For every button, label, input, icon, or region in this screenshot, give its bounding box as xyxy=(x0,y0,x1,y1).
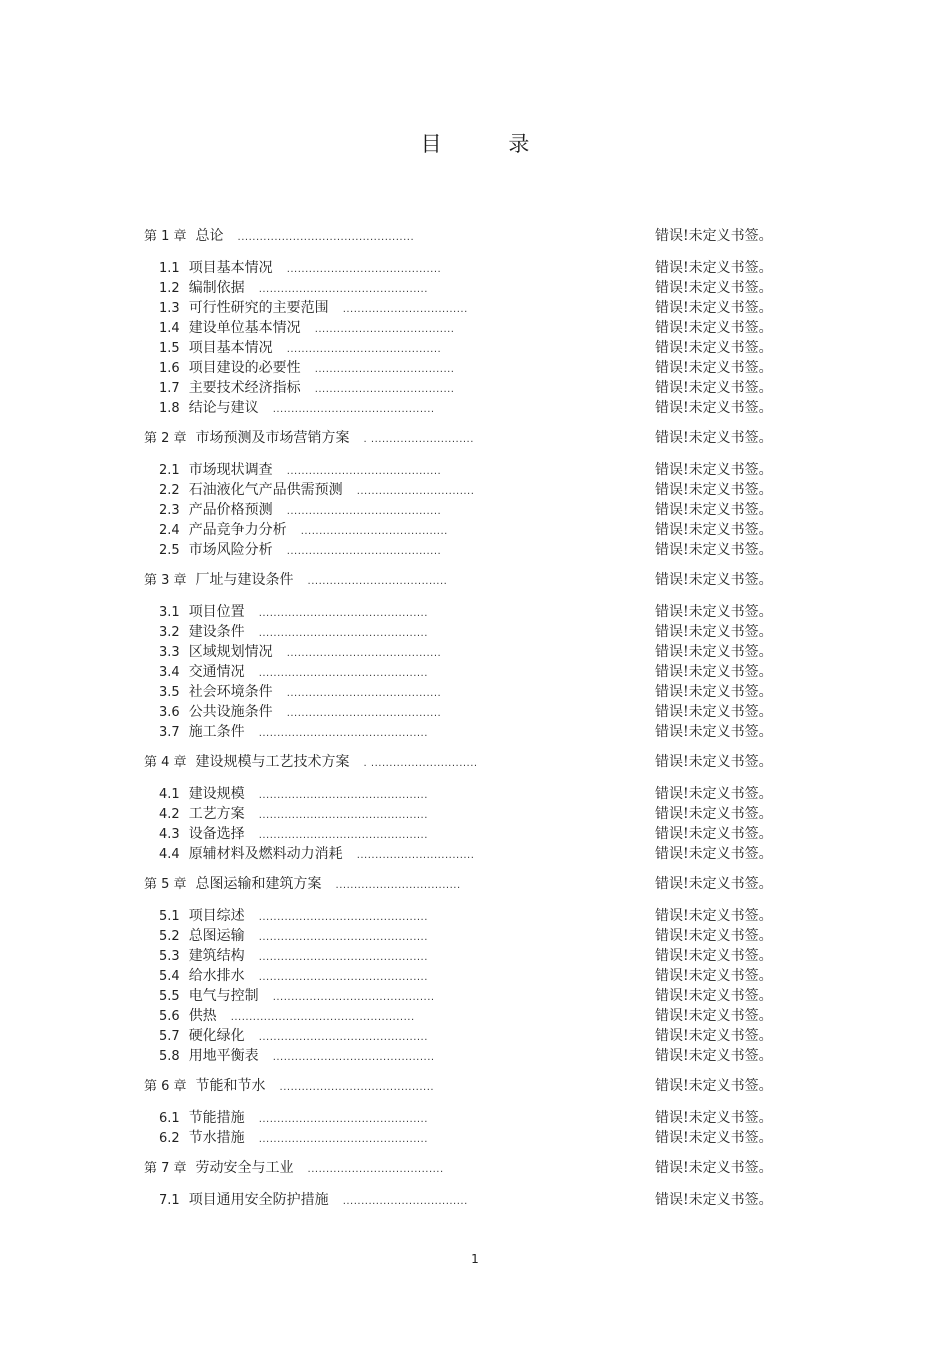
toc-entry-title xyxy=(159,1128,428,1150)
toc-section-row[interactable] xyxy=(0,540,950,560)
toc-page-reference: 错误!未定义书签。 xyxy=(655,260,773,276)
toc-section-row[interactable] xyxy=(0,844,950,864)
toc-leader-dots: .............................................. xyxy=(258,810,428,821)
toc-page-reference: 错误!未定义书签。 xyxy=(655,502,773,518)
toc-leader-dots: .................................. xyxy=(335,880,461,891)
toc-section-row[interactable] xyxy=(0,258,950,278)
toc-leader-dots: ...................................... xyxy=(307,576,448,587)
toc-entry-label: 供热 xyxy=(188,1008,217,1024)
toc-leader-dots: .............................................. xyxy=(258,952,428,963)
toc-entry-title xyxy=(159,824,428,846)
toc-page-reference: 错误!未定义书签。 xyxy=(655,1078,773,1094)
toc-page-reference: 错误!未定义书签。 xyxy=(655,300,773,316)
toc-entry-label: 硬化绿化 xyxy=(188,1028,245,1044)
toc-entry-title xyxy=(159,338,441,360)
toc-entry-label: 主要技术经济指标 xyxy=(188,380,301,396)
toc-entry-label: 项目综述 xyxy=(188,908,245,924)
toc-entry-number: 3.4 xyxy=(159,665,180,680)
toc-entry-label: 总论 xyxy=(195,228,224,244)
toc-entry-title xyxy=(144,570,447,592)
toc-section-row[interactable] xyxy=(0,824,950,844)
toc-section-row[interactable] xyxy=(0,906,950,926)
toc-section-row[interactable] xyxy=(0,662,950,682)
toc-leader-dots: .............................................. xyxy=(258,790,428,801)
toc-leader-dots: ................................ xyxy=(356,850,475,861)
toc-leader-dots: ........................................ xyxy=(300,526,448,537)
toc-entry-title xyxy=(159,318,454,340)
toc-entry-title xyxy=(159,784,428,806)
toc-section-row[interactable] xyxy=(0,946,950,966)
toc-entry-number: 2.2 xyxy=(159,483,180,498)
toc-page-reference: 错误!未定义书签。 xyxy=(655,482,773,498)
toc-section-row[interactable] xyxy=(0,1006,950,1026)
toc-leader-dots: .......................................... xyxy=(286,344,442,355)
toc-section-row[interactable] xyxy=(0,338,950,358)
toc-entry-title xyxy=(159,460,441,482)
toc-entry-label: 劳动安全与工业 xyxy=(195,1160,294,1176)
toc-page-reference: 错误!未定义书签。 xyxy=(655,876,773,892)
toc-entry-title xyxy=(159,602,428,624)
toc-entry-title xyxy=(159,662,428,684)
toc-entry-title xyxy=(159,946,428,968)
toc-page-reference: 错误!未定义书签。 xyxy=(655,988,773,1004)
toc-leader-dots: .............................................. xyxy=(258,284,428,295)
toc-page-reference: 错误!未定义书签。 xyxy=(655,522,773,538)
toc-entry-number: 5.1 xyxy=(159,909,180,924)
toc-page-reference: 错误!未定义书签。 xyxy=(655,572,773,588)
toc-entry-number: 2.4 xyxy=(159,523,180,538)
toc-entry-number: 6.1 xyxy=(159,1111,180,1126)
toc-entry-title xyxy=(159,906,428,928)
toc-section-row[interactable] xyxy=(0,460,950,480)
toc-entry-title xyxy=(159,378,454,400)
toc-page-reference: 错误!未定义书签。 xyxy=(655,1192,773,1208)
toc-page-reference: 错误!未定义书签。 xyxy=(655,1160,773,1176)
toc-leader-dots: .............................................. xyxy=(258,1134,428,1145)
toc-entry-label: 工艺方案 xyxy=(188,806,245,822)
toc-entry-title xyxy=(144,428,474,450)
toc-entry-label: 电气与控制 xyxy=(188,988,259,1004)
page-title: 目 录 xyxy=(420,132,560,156)
toc-entry-number: 1.6 xyxy=(159,361,180,376)
toc-page-reference: 错误!未定义书签。 xyxy=(655,846,773,862)
toc-section-row[interactable] xyxy=(0,278,950,298)
toc-entry-label: 节能和节水 xyxy=(195,1078,266,1094)
toc-leader-dots: ............................................ xyxy=(272,992,435,1003)
toc-entry-label: 施工条件 xyxy=(188,724,245,740)
toc-page-reference: 错误!未定义书签。 xyxy=(655,1130,773,1146)
toc-entry-number: 6.2 xyxy=(159,1131,180,1146)
toc-leader-dots: .............................................. xyxy=(258,972,428,983)
toc-entry-title xyxy=(159,1190,468,1212)
toc-section-row[interactable] xyxy=(0,520,950,540)
toc-entry-title xyxy=(159,702,441,724)
toc-page-reference: 错误!未定义书签。 xyxy=(655,1048,773,1064)
toc-page-reference: 错误!未定义书签。 xyxy=(655,968,773,984)
toc-entry-number: 1.2 xyxy=(159,281,180,296)
toc-page-reference: 错误!未定义书签。 xyxy=(655,928,773,944)
toc-entry-number: 1.1 xyxy=(159,261,180,276)
toc-section-row[interactable] xyxy=(0,398,950,418)
toc-leader-dots: .............................................. xyxy=(258,1114,428,1125)
toc-entry-label: 用地平衡表 xyxy=(188,1048,259,1064)
toc-leader-dots: ...................................... xyxy=(314,364,455,375)
toc-entry-label: 项目建设的必要性 xyxy=(188,360,301,376)
toc-entry-number: 1.3 xyxy=(159,301,180,316)
toc-leader-dots: . ............................ xyxy=(363,434,474,445)
toc-chapter-row[interactable] xyxy=(0,874,950,894)
toc-entry-number: 3.7 xyxy=(159,725,180,740)
toc-entry-label: 项目位置 xyxy=(188,604,245,620)
toc-entry-label: 建设规模与工艺技术方案 xyxy=(195,754,350,770)
toc-entry-title xyxy=(159,1108,428,1130)
toc-entry-label: 建设规模 xyxy=(188,786,245,802)
toc-entry-label: 原辅材料及燃料动力消耗 xyxy=(188,846,343,862)
toc-leader-dots: .................................................. xyxy=(230,1012,415,1023)
toc-section-row[interactable] xyxy=(0,602,950,622)
toc-entry-title xyxy=(159,722,428,744)
toc-section-row[interactable] xyxy=(0,682,950,702)
toc-entry-number: 1.4 xyxy=(159,321,180,336)
toc-page-reference: 错误!未定义书签。 xyxy=(655,360,773,376)
toc-page-reference: 错误!未定义书签。 xyxy=(655,340,773,356)
toc-section-row[interactable] xyxy=(0,298,950,318)
toc-entry-title xyxy=(159,278,428,300)
toc-leader-dots: .......................................... xyxy=(286,546,442,557)
toc-entry-label: 项目通用安全防护措施 xyxy=(188,1192,329,1208)
toc-entry-number: 5.8 xyxy=(159,1049,180,1064)
toc-entry-title xyxy=(159,844,474,866)
toc-entry-title xyxy=(159,966,428,988)
toc-entry-number: 第 3 章 xyxy=(144,573,187,588)
toc-entry-label: 建筑结构 xyxy=(188,948,245,964)
toc-leader-dots: . ............................. xyxy=(363,758,478,769)
toc-leader-dots: .............................................. xyxy=(258,728,428,739)
toc-entry-number: 第 1 章 xyxy=(144,229,187,244)
toc-entry-label: 结论与建议 xyxy=(188,400,259,416)
toc-page-reference: 错误!未定义书签。 xyxy=(655,1028,773,1044)
toc-leader-dots: ..................................... xyxy=(307,1164,444,1175)
toc-entry-title xyxy=(159,986,435,1008)
toc-chapter-row[interactable] xyxy=(0,570,950,590)
toc-page-reference: 错误!未定义书签。 xyxy=(655,1008,773,1024)
toc-page-reference: 错误!未定义书签。 xyxy=(655,400,773,416)
toc-entry-title xyxy=(159,480,474,502)
toc-section-row[interactable] xyxy=(0,480,950,500)
toc-entry-title xyxy=(144,226,414,248)
toc-entry-label: 项目基本情况 xyxy=(188,260,273,276)
toc-page-reference: 错误!未定义书签。 xyxy=(655,320,773,336)
toc-entry-label: 石油液化气产品供需预测 xyxy=(188,482,343,498)
toc-chapter-row[interactable] xyxy=(0,428,950,448)
toc-section-row[interactable] xyxy=(0,966,950,986)
toc-entry-number: 4.4 xyxy=(159,847,180,862)
toc-section-row[interactable] xyxy=(0,378,950,398)
toc-entry-title xyxy=(144,752,478,774)
toc-leader-dots: .............................................. xyxy=(258,830,428,841)
toc-entry-number: 5.5 xyxy=(159,989,180,1004)
toc-leader-dots: .............................................. xyxy=(258,1032,428,1043)
toc-entry-number: 3.2 xyxy=(159,625,180,640)
toc-section-row[interactable] xyxy=(0,986,950,1006)
toc-entry-number: 第 7 章 xyxy=(144,1161,187,1176)
toc-entry-label: 建设条件 xyxy=(188,624,245,640)
toc-chapter-row[interactable] xyxy=(0,752,950,772)
toc-entry-number: 2.5 xyxy=(159,543,180,558)
toc-entry-title xyxy=(144,1158,444,1180)
toc-entry-label: 给水排水 xyxy=(188,968,245,984)
page-number: 1 xyxy=(471,1252,479,1266)
toc-entry-title xyxy=(159,1046,435,1068)
toc-entry-title xyxy=(159,500,441,522)
toc-entry-number: 2.3 xyxy=(159,503,180,518)
toc-leader-dots: ................................ xyxy=(356,486,475,497)
toc-entry-label: 项目基本情况 xyxy=(188,340,273,356)
toc-page-reference: 错误!未定义书签。 xyxy=(655,624,773,640)
toc-entry-title xyxy=(144,1076,434,1098)
toc-entry-title xyxy=(159,298,468,320)
toc-entry-title xyxy=(159,1006,415,1028)
toc-leader-dots: .......................................... xyxy=(286,688,442,699)
toc-entry-label: 厂址与建设条件 xyxy=(195,572,294,588)
toc-leader-dots: .............................................. xyxy=(258,932,428,943)
toc-section-row[interactable] xyxy=(0,1108,950,1128)
toc-leader-dots: .............................................. xyxy=(258,912,428,923)
toc-leader-dots: ................................................ xyxy=(237,232,415,243)
toc-leader-dots: .......................................... xyxy=(286,648,442,659)
toc-section-row[interactable] xyxy=(0,1190,950,1210)
toc-entry-label: 产品价格预测 xyxy=(188,502,273,518)
toc-section-row[interactable] xyxy=(0,642,950,662)
toc-leader-dots: .............................................. xyxy=(258,628,428,639)
toc-entry-number: 4.1 xyxy=(159,787,180,802)
toc-section-row[interactable] xyxy=(0,722,950,742)
toc-leader-dots: .............................................. xyxy=(258,668,428,679)
toc-entry-label: 设备选择 xyxy=(188,826,245,842)
toc-entry-number: 3.5 xyxy=(159,685,180,700)
toc-leader-dots: .................................. xyxy=(342,304,468,315)
toc-entry-number: 7.1 xyxy=(159,1193,180,1208)
toc-entry-title xyxy=(159,926,428,948)
toc-page-reference: 错误!未定义书签。 xyxy=(655,754,773,770)
toc-page-reference: 错误!未定义书签。 xyxy=(655,644,773,660)
toc-entry-title xyxy=(159,804,428,826)
toc-entry-label: 编制依据 xyxy=(188,280,245,296)
toc-entry-title xyxy=(159,1026,428,1048)
toc-entry-label: 区域规划情况 xyxy=(188,644,273,660)
toc-page-reference: 错误!未定义书签。 xyxy=(655,604,773,620)
toc-leader-dots: .................................. xyxy=(342,1196,468,1207)
toc-entry-number: 3.1 xyxy=(159,605,180,620)
toc-page-reference: 错误!未定义书签。 xyxy=(655,664,773,680)
toc-page-reference: 错误!未定义书签。 xyxy=(655,724,773,740)
toc-entry-label: 市场风险分析 xyxy=(188,542,273,558)
toc-leader-dots: .......................................... xyxy=(286,264,442,275)
toc-leader-dots: .......................................... xyxy=(286,466,442,477)
toc-entry-label: 节能措施 xyxy=(188,1110,245,1126)
toc-entry-number: 4.3 xyxy=(159,827,180,842)
toc-entry-number: 5.4 xyxy=(159,969,180,984)
toc-leader-dots: ...................................... xyxy=(314,384,455,395)
toc-section-row[interactable] xyxy=(0,622,950,642)
toc-entry-number: 5.6 xyxy=(159,1009,180,1024)
toc-entry-number: 5.7 xyxy=(159,1029,180,1044)
toc-page-reference: 错误!未定义书签。 xyxy=(655,704,773,720)
toc-entry-label: 社会环境条件 xyxy=(188,684,273,700)
toc-entry-number: 1.5 xyxy=(159,341,180,356)
toc-leader-dots: .............................................. xyxy=(258,608,428,619)
toc-section-row[interactable] xyxy=(0,1046,950,1066)
toc-entry-number: 5.3 xyxy=(159,949,180,964)
toc-chapter-row[interactable] xyxy=(0,226,950,246)
toc-entry-number: 4.2 xyxy=(159,807,180,822)
toc-page-reference: 错误!未定义书签。 xyxy=(655,542,773,558)
toc-entry-label: 总图运输 xyxy=(188,928,245,944)
toc-entry-number: 3.6 xyxy=(159,705,180,720)
toc-leader-dots: ...................................... xyxy=(314,324,455,335)
toc-page-reference: 错误!未定义书签。 xyxy=(655,908,773,924)
toc-entry-title xyxy=(159,622,428,644)
toc-entry-label: 交通情况 xyxy=(188,664,245,680)
toc-section-row[interactable] xyxy=(0,702,950,722)
toc-entry-label: 市场预测及市场营销方案 xyxy=(195,430,350,446)
toc-page-reference: 错误!未定义书签。 xyxy=(655,948,773,964)
toc-page-reference: 错误!未定义书签。 xyxy=(655,786,773,802)
toc-entry-label: 公共设施条件 xyxy=(188,704,273,720)
toc-entry-title xyxy=(159,642,441,664)
toc-entry-number: 3.3 xyxy=(159,645,180,660)
toc-page-reference: 错误!未定义书签。 xyxy=(655,684,773,700)
toc-entry-title xyxy=(159,540,441,562)
toc-chapter-row[interactable] xyxy=(0,1076,950,1096)
toc-entry-title xyxy=(159,682,441,704)
toc-entry-number: 1.8 xyxy=(159,401,180,416)
toc-page-reference: 错误!未定义书签。 xyxy=(655,380,773,396)
toc-entry-number: 5.2 xyxy=(159,929,180,944)
toc-entry-number: 第 2 章 xyxy=(144,431,187,446)
toc-page-reference: 错误!未定义书签。 xyxy=(655,806,773,822)
toc-entry-number: 第 6 章 xyxy=(144,1079,187,1094)
toc-section-row[interactable] xyxy=(0,926,950,946)
toc-page-reference: 错误!未定义书签。 xyxy=(655,826,773,842)
toc-section-row[interactable] xyxy=(0,804,950,824)
toc-entry-title xyxy=(144,874,461,896)
toc-entry-title xyxy=(159,358,454,380)
toc-leader-dots: ............................................ xyxy=(272,404,435,415)
toc-entry-label: 市场现状调查 xyxy=(188,462,273,478)
toc-entry-number: 第 5 章 xyxy=(144,877,187,892)
table-of-contents xyxy=(0,226,950,1210)
toc-page-reference: 错误!未定义书签。 xyxy=(655,280,773,296)
toc-page-reference: 错误!未定义书签。 xyxy=(655,462,773,478)
toc-entry-number: 1.7 xyxy=(159,381,180,396)
toc-page-reference: 错误!未定义书签。 xyxy=(655,1110,773,1126)
toc-entry-number: 第 4 章 xyxy=(144,755,187,770)
toc-entry-label: 总图运输和建筑方案 xyxy=(195,876,322,892)
toc-leader-dots: .......................................... xyxy=(286,506,442,517)
toc-leader-dots: ............................................ xyxy=(272,1052,435,1063)
toc-entry-title xyxy=(159,520,448,542)
toc-entry-label: 产品竞争力分析 xyxy=(188,522,287,538)
toc-section-row[interactable] xyxy=(0,1026,950,1046)
toc-chapter-row[interactable] xyxy=(0,1158,950,1178)
toc-entry-title xyxy=(159,398,435,420)
toc-section-row[interactable] xyxy=(0,318,950,338)
toc-entry-title xyxy=(159,258,441,280)
toc-section-row[interactable] xyxy=(0,1128,950,1148)
toc-section-row[interactable] xyxy=(0,784,950,804)
toc-entry-label: 可行性研究的主要范围 xyxy=(188,300,329,316)
toc-entry-number: 2.1 xyxy=(159,463,180,478)
toc-entry-label: 建设单位基本情况 xyxy=(188,320,301,336)
toc-page-reference: 错误!未定义书签。 xyxy=(655,430,773,446)
toc-page-reference: 错误!未定义书签。 xyxy=(655,228,773,244)
toc-leader-dots: .......................................... xyxy=(286,708,442,719)
toc-leader-dots: .......................................... xyxy=(279,1082,435,1093)
toc-section-row[interactable] xyxy=(0,500,950,520)
toc-entry-label: 节水措施 xyxy=(188,1130,245,1146)
toc-section-row[interactable] xyxy=(0,358,950,378)
